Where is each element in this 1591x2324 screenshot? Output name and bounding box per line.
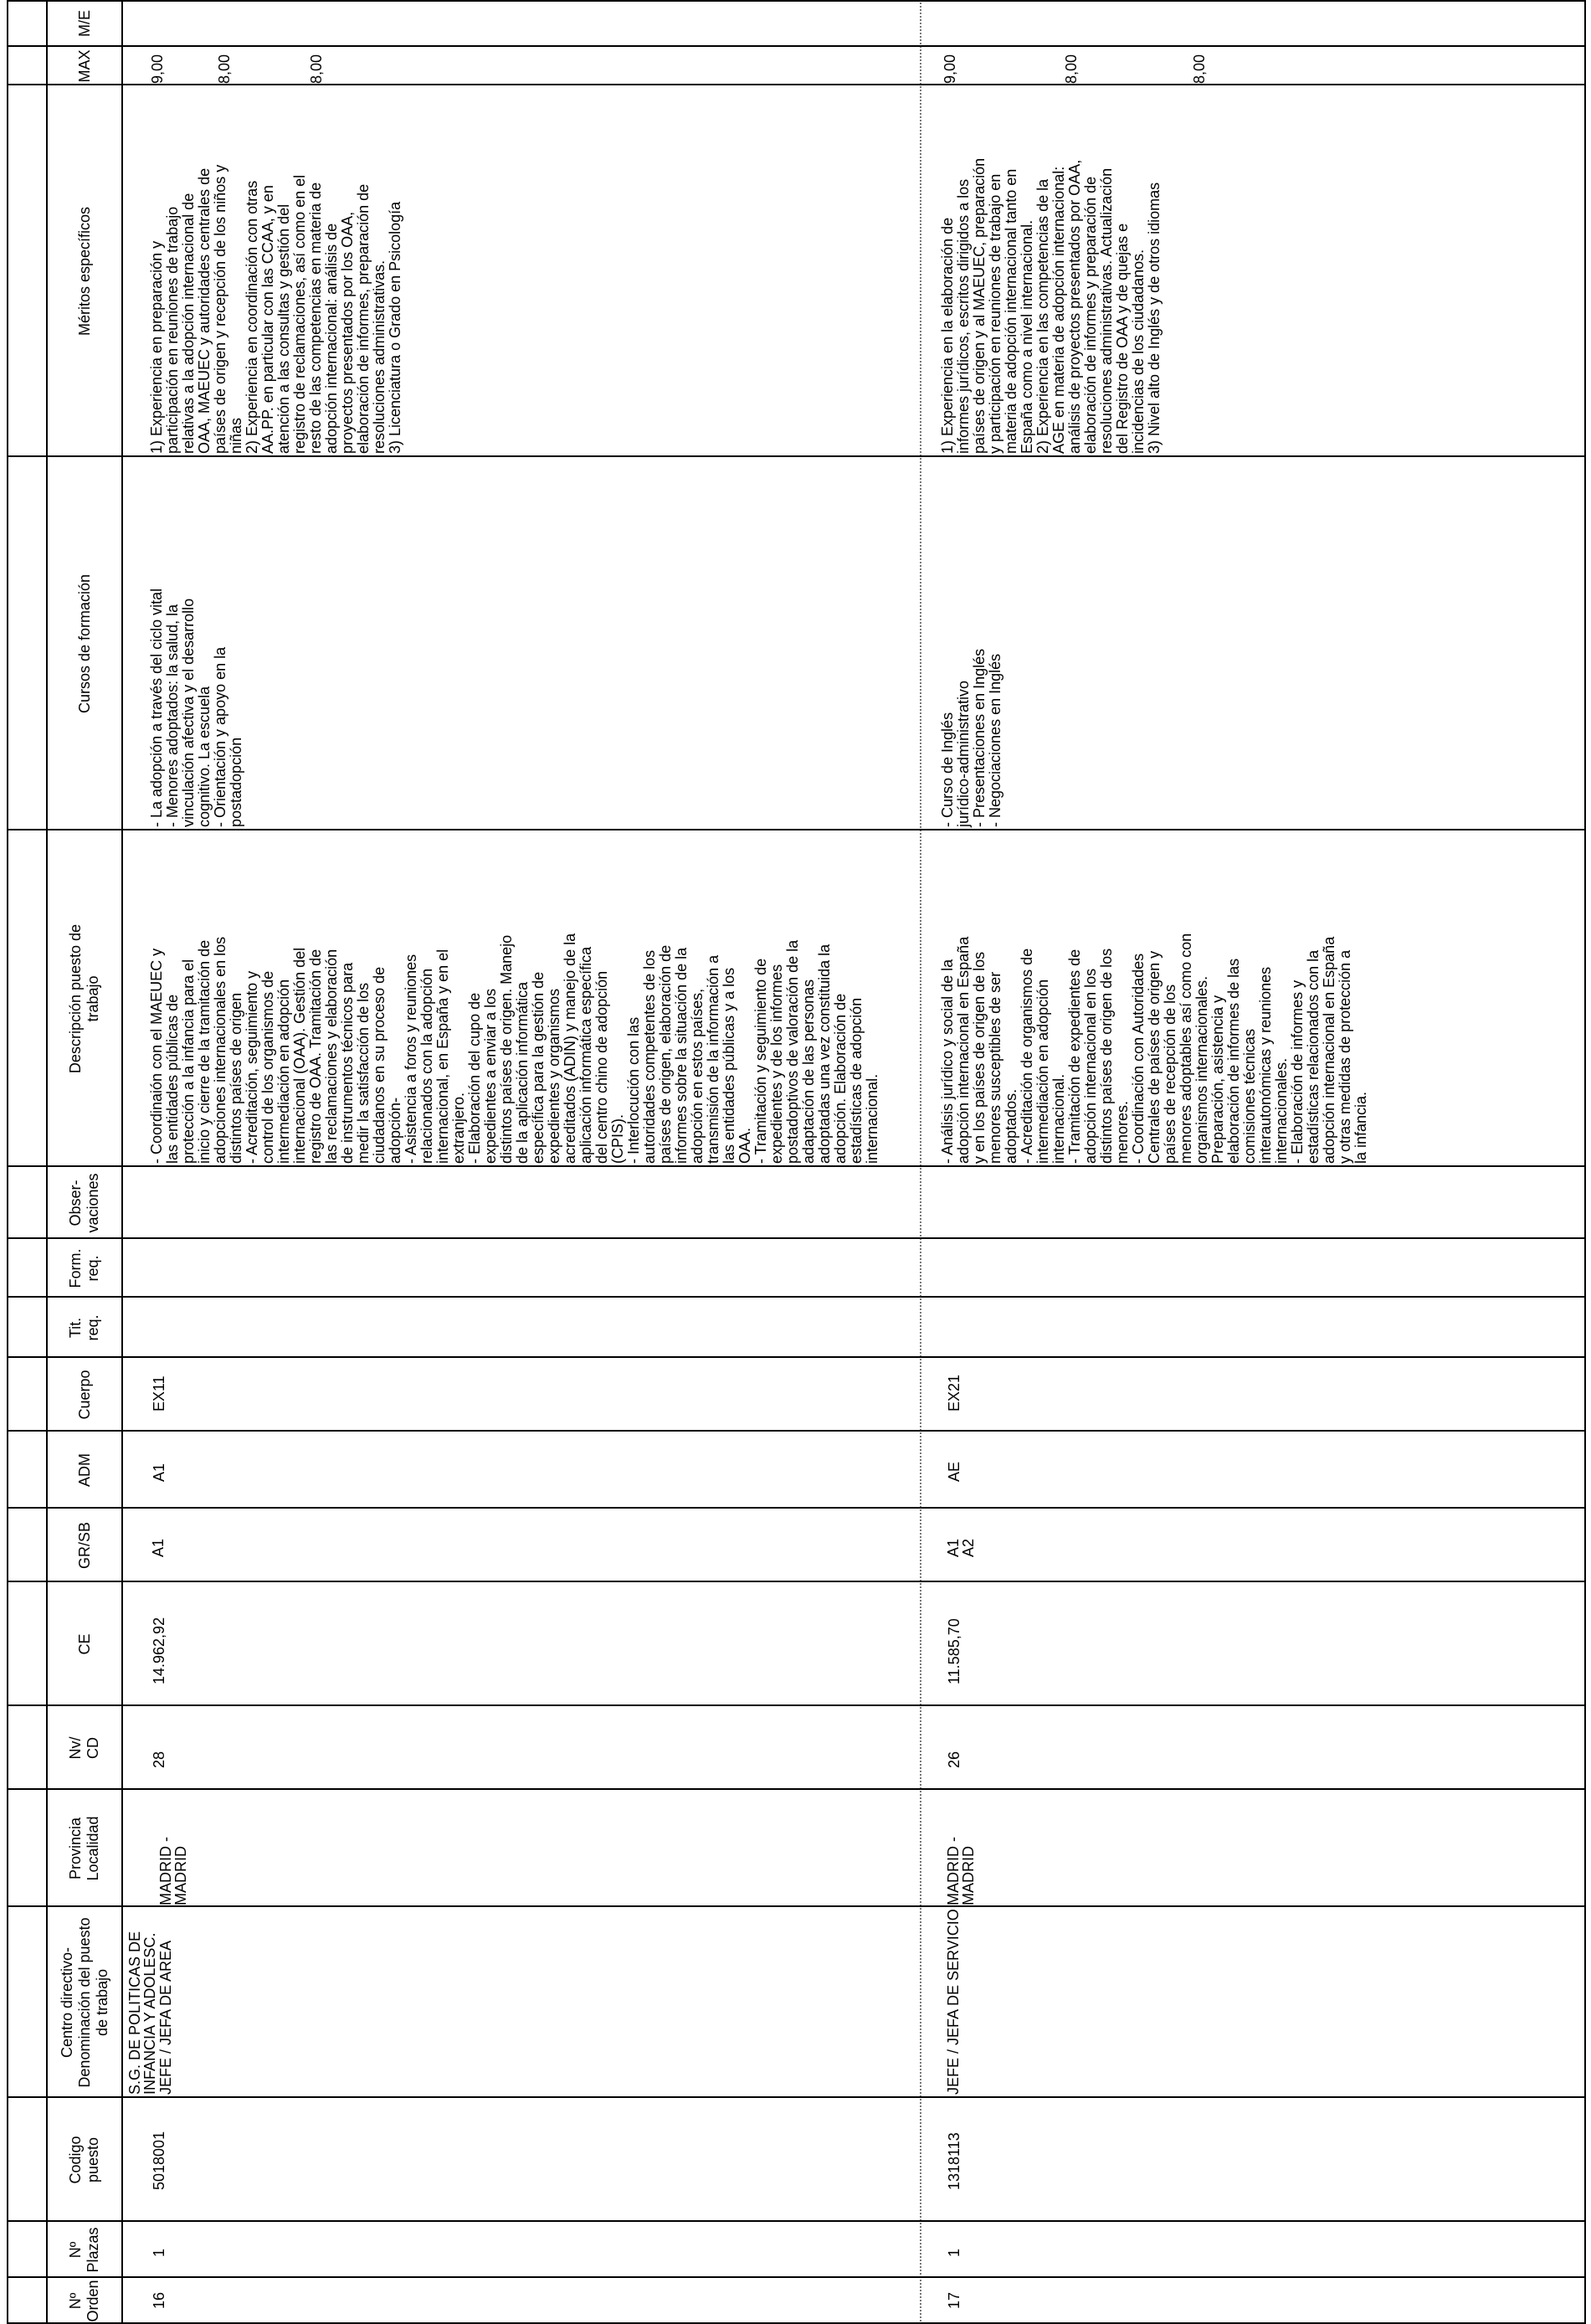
row16-puesto: JEFE / JEFA DE AREA: [157, 1940, 174, 2095]
header-provincia: Provincia Localidad: [67, 1816, 101, 1881]
col-rule: [7, 1905, 1584, 1907]
header-cursos: Cursos de formación: [75, 573, 93, 714]
header-meritos: Méritos específicos: [75, 206, 93, 337]
col-rule: [7, 1430, 1584, 1432]
row17-nivel: 26: [946, 1751, 962, 1768]
row17-cursos: - Curso de Inglés jurídico-administrativo - Presentaciones en Inglés - Negociaciones en Inglés: [939, 648, 1003, 827]
col-rule: [7, 1356, 1584, 1358]
row16-nivel: 28: [151, 1751, 167, 1768]
row16-descripcion: - Coordinaión con el MAEUEC y las entidades públicas de protección a la infancia para el inicio y cierre de la tramitación de adopciones internacionales en los distintos países de origen - Acreditación, seguimiento y control de los organismos de intermediación en adopción internacional (OAA). Gestión del registro de OAA. Tramitación de las reclamaciones y elaboración de instrumentos técnicos para medir la satisfacción de los ciudadanos en su proceso de adopción- - Asistencia a foros y reuniones relacionados con la adopción internacional, en España y en el extranjero. - Elaboración del cupo de expedientes a enviar a los distintos países de origen. Manejo de la aplicación informática específica para la gestión de expedientes y organismos acreditados (ADIN) y manejo de la aplicación informática específica del centro chino de adopción (CPIS). - Interlocución con las autoridades competentes de los países de origen, elaboración de informes sobre la situación de la adopción en estos países, transmisión de la información a las entidades públicas y a los OAA. - Tramitación y seguimiento de expedientes y de los informes postadoptivos de valoración de la adaptación de las personas adoptadas una vez constituida la adopción. Elaboración de estadísticas de adopción internacional.: [148, 933, 880, 1164]
header-me: M/E: [75, 10, 93, 38]
header-centro: Centro directivo- Denominación del puesto de trabajo: [58, 1917, 110, 2088]
row16-cursos: - La adopción a través del ciclo vital - Menores adoptados: la salud, la vinculación afectiva y el desarrollo cognitivo. La escuela - Orientación y apoyo en la postadopción: [148, 588, 244, 827]
header-plazas: Nº Plazas: [67, 2227, 101, 2273]
row17-descripcion: - Análisis jurídico y social de la adopción internacional en España y en los países de origen de los menores susceptibles de ser adoptados. - Acreditación de organismos de intermediación en adopción internacional. - Tramitación de expedientes de adopción internacional en los distintos países de origen de los menores. - Coordinación con Autoridades Centrales de países de origen y países de recepción de los menores adoptables así como con organismos internacionales. Preparación, asistencia y elaboración de informes de las comisiones técnicas interautonómicas y reuniones internacionales. - Elaboración de informes y estadísticas relacionados con la adopción internacional en España y otras medidas de protección a la infancia.: [939, 933, 1369, 1164]
row16-max-3: 8,00: [308, 54, 325, 84]
header-codigo: Codigo puesto: [67, 2136, 101, 2184]
row17-adm: AE: [946, 1461, 962, 1482]
row16-grupo: A1: [150, 1538, 167, 1557]
row17-orden: 17: [946, 2291, 962, 2309]
row17-max-2: 8,00: [1063, 54, 1080, 84]
row17-codigo: 1318113: [946, 2132, 962, 2190]
header-max: MAX: [75, 49, 93, 83]
col-rule: [7, 1788, 1584, 1790]
header-cuerpo: Cuerpo: [75, 1370, 93, 1420]
col-rule: [7, 2276, 1584, 2278]
col-rule: [7, 2220, 1584, 2222]
row17-grupo: A1 A2: [945, 1538, 977, 1557]
row-divider: [920, 0, 921, 2324]
row16-codigo: 5018001: [151, 2131, 167, 2190]
row17-max-1: 9,00: [942, 54, 958, 84]
row17-max-3: 8,00: [1191, 54, 1208, 84]
header-top-rule: [46, 0, 48, 2324]
row17-plazas: 1: [946, 2248, 962, 2257]
col-rule: [7, 1296, 1584, 1298]
header-adm: ADM: [75, 1453, 93, 1487]
row16-plazas: 1: [151, 2248, 167, 2257]
header-titulacion: Tit. req.: [67, 1314, 101, 1341]
row16-cuerpo: EX11: [151, 1375, 167, 1411]
col-rule: [7, 1237, 1584, 1239]
header-grupo: GR/SB: [75, 1522, 93, 1570]
row16-provincia: MADRID - MADRID: [157, 1837, 189, 1905]
row16-max-2: 8,00: [216, 54, 233, 84]
header-nivel: Nv/ CD: [67, 1736, 101, 1760]
header-descripcion: Descripción puesto de trabajo: [67, 923, 101, 1074]
row17-cuerpo: EX21: [946, 1374, 962, 1411]
row16-centro-directivo: S.G. DE POLITICAS DE INFANCIA Y ADOLESC.: [126, 1931, 158, 2095]
table-bottom-rule: [1584, 0, 1586, 2324]
col-rule: [7, 1704, 1584, 1706]
header-bottom-rule: [121, 0, 123, 2324]
col-rule: [7, 455, 1584, 457]
row16-max-1: 9,00: [149, 54, 166, 84]
header-ce: CE: [75, 1633, 93, 1655]
col-rule: [7, 1581, 1584, 1582]
col-rule: [7, 45, 1584, 47]
row16-orden: 16: [151, 2291, 167, 2309]
col-rule: [7, 0, 1584, 2]
row16-meritos: 1) Experiencia en preparación y participación en reuniones de trabajo relativas a la adopción internacional de OAA, MAEUEC y autoridades centrales de países de origen y recepción de los niños y niñas 2) Experiencia en coordinación con otras AA.PP. en particular con las CCAA, y en atención a las consultas y gestión del registro de reclamaciones, así como en el resto de las competencias en materia de adopción internacional: análisis de proyectos presentados por los OAA, elaboración de informes, preparación de resoluciones administrativas. 3) Licenciatura o Grado en Psicología: [148, 164, 403, 454]
row16-ce: 14.962,92: [151, 1617, 167, 1684]
header-orden: Nº Orden: [67, 2280, 101, 2322]
row17-puesto: JEFE / JEFA DE SERVICIO: [945, 1909, 962, 2095]
col-rule: [7, 2096, 1584, 2098]
row17-ce: 11.585,70: [946, 1618, 962, 1684]
header-observaciones: Obser- vaciones: [67, 1173, 101, 1233]
row17-meritos: 1) Experiencia en la elaboración de informes jurídicos, escritos dirigidos a los países de origen y al MAEUEC, preparación y participación en reuniones de trabajo en materia de adopción internacional tanto en España como a nivel internacional. 2) Experiencia en las competencias de la AGE en materia de adopción internacional: análisis de proyectos presentados por OAA, elaboración de informes y preparación de resoluciones administrativas. Actualización del Registro de OAA y de quejas e incidencias de los ciudadanos. 3) Nivel alto de Inglés y de otros idiomas: [939, 157, 1162, 454]
row16-adm: A1: [151, 1463, 167, 1482]
header-formacion: Form. req.: [67, 1248, 101, 1288]
col-rule: [7, 1507, 1584, 1509]
col-rule: [7, 1165, 1584, 1167]
table-top-rule: [7, 0, 8, 2324]
row17-provincia: MADRID - MADRID: [945, 1837, 977, 1905]
